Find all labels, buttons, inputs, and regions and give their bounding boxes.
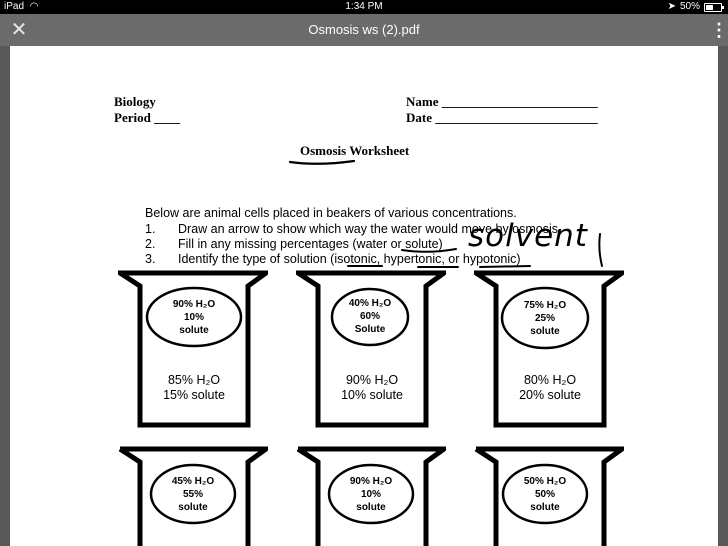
document-title: Osmosis ws (2).pdf (308, 22, 420, 37)
cell-concentration (329, 475, 413, 514)
beaker-3 (474, 270, 624, 430)
status-right (668, 0, 722, 14)
cell-water: 75% H₂O (523, 300, 567, 311)
clock: 1:34 PM (345, 1, 383, 12)
instruction-number: 1. (145, 222, 156, 236)
cell-solute-label: Solute (354, 324, 386, 335)
cell-solute-percent: 55% (182, 489, 203, 500)
cell-concentration (502, 299, 588, 338)
cell-water: 90% H₂O (172, 299, 216, 310)
instruction-number: 2. (145, 237, 156, 251)
cell-water: 45% H₂O (171, 476, 215, 487)
solution-concentration (318, 373, 426, 403)
period-label: Period ____ (114, 110, 181, 125)
solution-concentration (496, 373, 604, 403)
cell-concentration (147, 298, 241, 337)
solution-water: 85% H₂O (167, 373, 221, 387)
beaker-1 (118, 270, 268, 430)
name-field-label: Name ________________________ (406, 94, 598, 109)
beaker-outline (296, 270, 446, 430)
cell-concentration (332, 297, 408, 336)
device-name: iPad (4, 1, 25, 12)
close-icon[interactable]: ✕ (10, 19, 28, 41)
beaker-5 (296, 446, 446, 546)
cell-solute-percent: 25% (534, 313, 555, 324)
subject-label: Biology (114, 94, 156, 109)
instruction-number: 3. (145, 252, 156, 266)
solution-solute: 10% solute (341, 388, 403, 402)
instruction-text: Identify the type of solution (isotonic, hypertonic, or hypotonic) (178, 252, 521, 266)
handwritten-underline (288, 156, 358, 168)
date-field-label: Date _________________________ (406, 110, 598, 125)
wifi-icon: ◠ (29, 1, 39, 12)
viewer-toolbar (0, 14, 728, 46)
cell-solute-label: solute (356, 502, 386, 513)
cell-concentration (151, 475, 235, 514)
solution-concentration (140, 373, 248, 403)
cell-solute-label: solute (179, 325, 209, 336)
handwritten-word: solvent (468, 218, 588, 254)
cell-water: 40% H₂O (348, 298, 392, 309)
cell-solute-percent: 60% (359, 311, 380, 322)
cell-water: 90% H₂O (349, 476, 393, 487)
cell-water: 50% H₂O (523, 476, 567, 487)
cell-concentration (503, 475, 587, 514)
more-options-icon[interactable]: ⋮ (710, 20, 728, 40)
solution-solute: 20% solute (519, 388, 581, 402)
status-bar (0, 0, 728, 14)
battery-icon (704, 3, 722, 12)
solution-water: 90% H₂O (345, 373, 399, 387)
location-icon: ➤ (667, 1, 676, 12)
solution-solute: 15% solute (163, 388, 225, 402)
cell-solute-label: solute (178, 502, 208, 513)
beaker-4 (118, 446, 268, 546)
cell-solute-percent: 50% (534, 489, 555, 500)
beaker-2 (296, 270, 446, 430)
cell-solute-percent: 10% (183, 312, 204, 323)
pdf-page[interactable] (10, 46, 718, 546)
beaker-outline (474, 270, 624, 430)
cell-solute-percent: 10% (360, 489, 381, 500)
cell-solute-label: solute (530, 326, 560, 337)
intro-text: Below are animal cells placed in beakers of various concentrations. (145, 206, 517, 220)
beaker-6 (474, 446, 624, 546)
cell-solute-label: solute (530, 502, 560, 513)
battery-percent: 50% (679, 1, 700, 12)
instruction-text: Draw an arrow to show which way the water would move by osmosis (178, 222, 559, 236)
worksheet-title: Osmosis Worksheet (300, 143, 410, 158)
instruction-text: Fill in any missing percentages (water or solute) (178, 237, 443, 251)
solution-water: 80% H₂O (523, 373, 577, 387)
beaker-outline (118, 270, 268, 430)
